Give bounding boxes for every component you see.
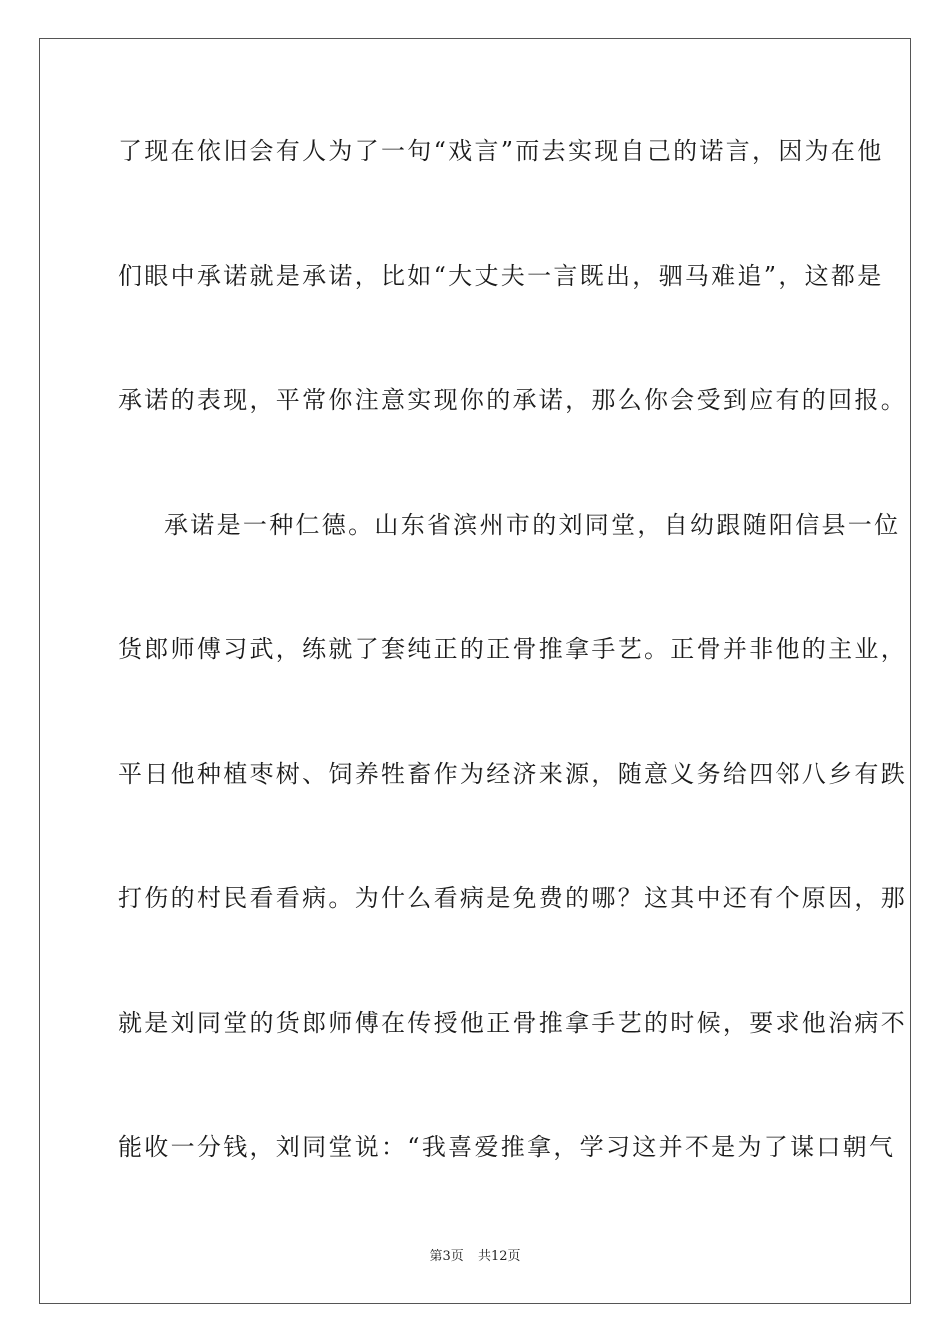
text-line: 就是刘同堂的货郎师傅在传授他正骨推拿手艺的时候，要求他治病不	[118, 1009, 907, 1037]
page-number: 第3页	[429, 1249, 464, 1264]
text-line: 们眼中承诺就是承诺，比如“大丈夫一言既出，驷马难追”，这都是	[118, 262, 884, 290]
page-footer	[0, 1248, 950, 1266]
page-total: 共12页	[477, 1249, 521, 1264]
page-border	[39, 38, 911, 1304]
text-line: 平日他种植枣树、饲养牲畜作为经济来源，随意义务给四邻八乡有跌	[118, 760, 907, 788]
paragraph-first-line: 承诺是一种仁德。山东省滨州市的刘同堂，自幼跟随阳信县一位	[164, 511, 901, 539]
text-line: 货郎师傅习武，练就了套纯正的正骨推拿手艺。正骨并非他的主业，	[118, 635, 907, 663]
text-line: 能收一分钱，刘同堂说：“我喜爱推拿，学习这并不是为了谋口朝气	[118, 1133, 896, 1161]
text-line: 承诺的表现，平常你注意实现你的承诺，那么你会受到应有的回报。	[118, 386, 907, 414]
text-line: 了现在依旧会有人为了一句“戏言”而去实现自己的诺言，因为在他	[118, 137, 884, 165]
text-line: 打伤的村民看看病。为什么看病是免费的哪？这其中还有个原因，那	[118, 884, 907, 912]
